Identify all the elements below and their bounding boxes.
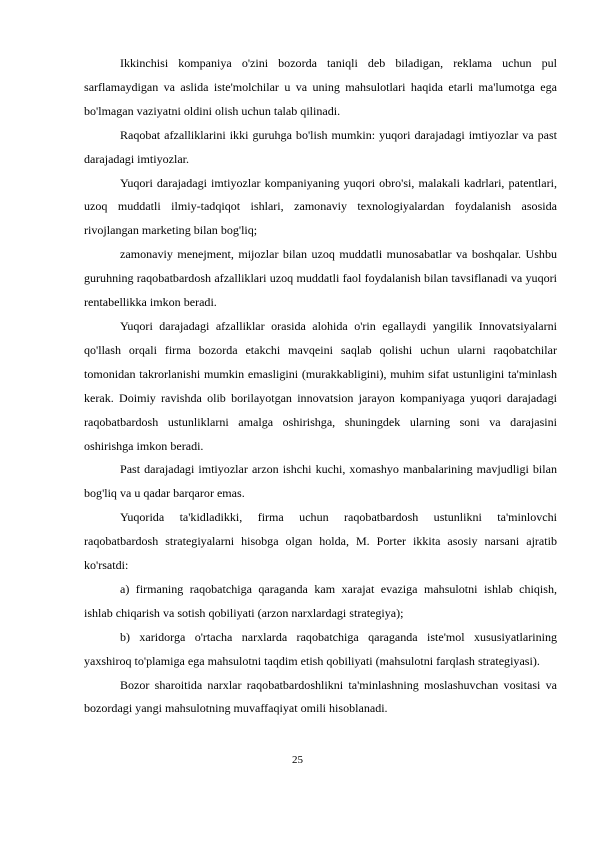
- paragraph-6: Past darajadagi imtiyozlar arzon ishchi kuchi, xomashyo manbalarining mavjudligi bilan bog'liq va u qadar barqaror emas.: [84, 462, 557, 501]
- paragraph-4: zamonaviy menejment, mijozlar bilan uzoq muddatli munosabatlar va boshqalar. Ushbu guruhning raqobatbardosh afzalliklari uzoq muddatli faol foydalanish bilan tavsiflanadi va yuqori rentabellikka imkon beradi.: [84, 247, 557, 310]
- paragraph-9: b) xaridorga o'rtacha narxlarda raqobatchiga qaraganda iste'mol xususiyatlarining yaxshiroq to'plamiga ega mahsulotni taqdim etish qobiliyati (mahsulotni farqlash strategiyasi).: [84, 629, 557, 668]
- paragraph-5: Yuqori darajadagi afzalliklar orasida alohida o'rin egallaydi yangilik Innovatsiyalarni qo'llash orqali firma bozorda etakchi mavqeini saqlab qolishi uchun ularni raqobatchilar tomonidan takrorlanishi mumkin emasligini (murakkabligini), muhim sifat ustunligini ta'minlash kerak. Doimiy ravishda olib borilayotgan innovatsion jarayon kompaniyaga yuqori darajadagi raqobatbardosh ustunliklarni amalga oshirishga, shuningdek ularning soni va darajasini oshirishga imkon beradi.: [84, 318, 557, 453]
- paragraph-8: a) firmaning raqobatchiga qaraganda kam xarajat evaziga mahsulotni ishlab chiqish, ishlab chiqarish va sotish qobiliyati (arzon narxlardagi strategiya);: [84, 581, 557, 620]
- paragraph-1: Ikkinchisi kompaniya o'zini bozorda taniqli deb biladigan, reklama uchun pul sarflamaydigan va aslida iste'molchilar u va uning mahsulotlari haqida etarli ma'lumotga ega bo'lmagan vaziyatni oldini olish uchun talab qilinadi.: [84, 56, 557, 118]
- paragraph-10: Bozor sharoitida narxlar raqobatbardoshlikni ta'minlashning moslashuvchan vositasi va bozordagi yangi mahsulotning muvaffaqiyat omili hisoblanadi.: [84, 677, 557, 716]
- paragraph-2: Raqobat afzalliklarini ikki guruhga bo'lish mumkin: yuqori darajadagi imtiyozlar va past darajadagi imtiyozlar.: [84, 127, 557, 166]
- paragraph-7: Yuqorida ta'kidladikki, firma uchun raqobatbardosh ustunlikni ta'minlovchi raqobatbardosh strategiyalarni hisobga olgan holda, M. Porter ikkita asosiy narsani ajratib ko'rsatdi:: [84, 510, 557, 573]
- document-body: [84, 52, 557, 721]
- page-number: 25: [292, 754, 303, 766]
- paragraph-3: Yuqori darajadagi imtiyozlar kompaniyaning yuqori obro'si, malakali kadrlari, patentlari, uzoq muddatli ilmiy-tadqiqot ishlari, zamonaviy texnologiyalardan foydalanish asosida rivojlangan marketing bilan bog'liq;: [84, 175, 557, 238]
